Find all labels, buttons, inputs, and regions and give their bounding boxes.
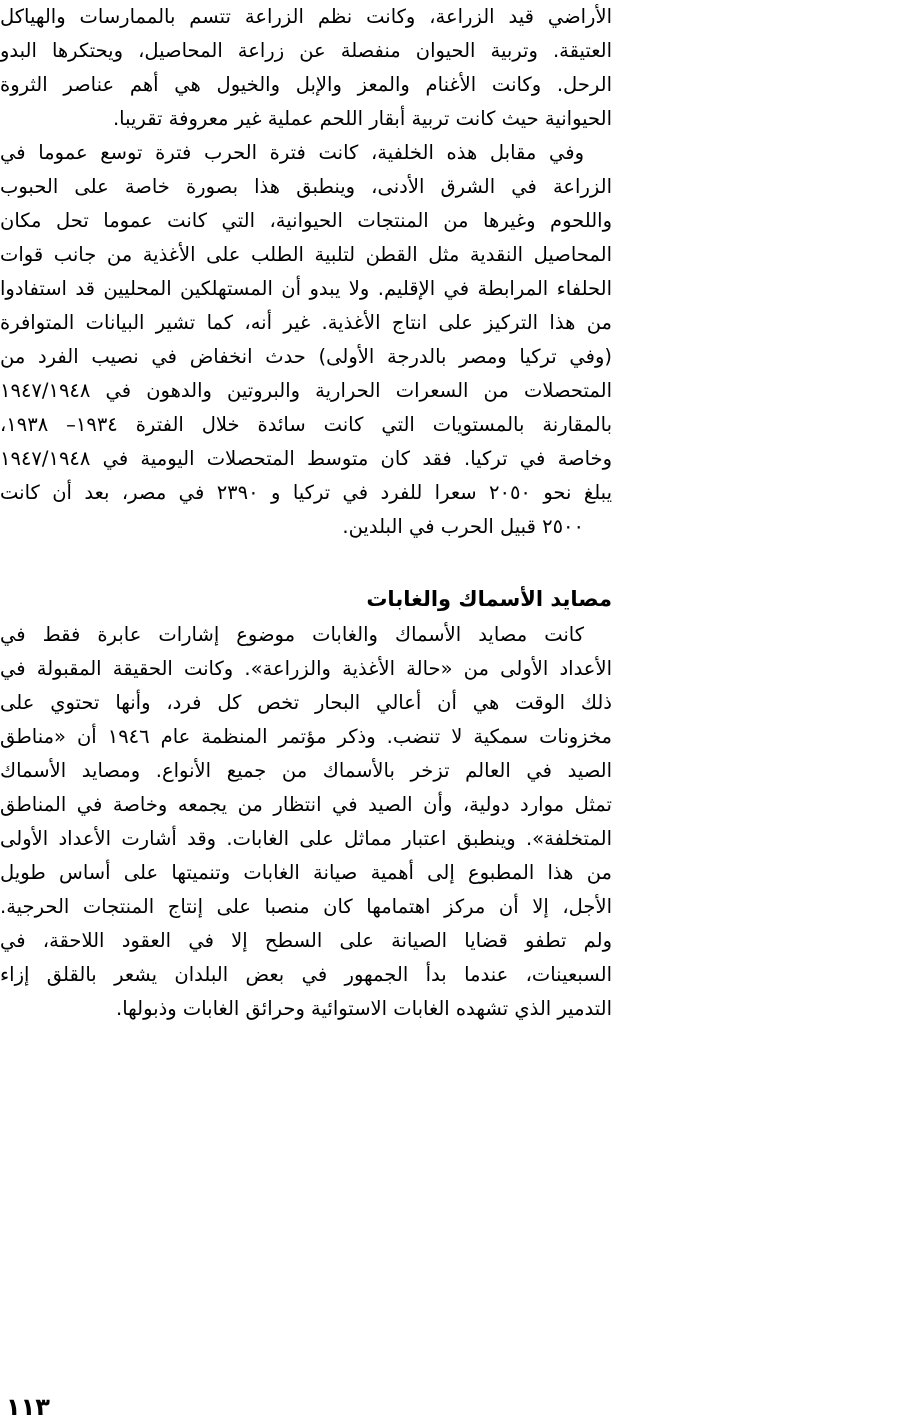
paragraph-2-line: الحلفاء المرابطة في الإقليم. ولا يبدو أن المستهلكين المحليين قد استفادوا [0,277,612,300]
paragraph-2-line: بالمقارنة بالمستويات التي كانت سائدة خلال الفترة ١٩٣٤– ١٩٣٨، [0,413,613,436]
section-line: كانت مصايد الأسماك والغابات موضوع إشارات عابرة فقط في [0,623,584,646]
section-line: الأعداد الأولى من «حالة الأغذية والزراعة». وكانت الحقيقة المقبولة في [0,657,612,680]
section-line: التدمير الذي تشهده الغابات الاستوائية وحرائق الغابات وذبولها. [116,997,612,1020]
section-line: مخزونات سمكية لا تنضب. وذكر مؤتمر المنظمة عام ١٩٤٦ أن «مناطق [0,725,612,748]
paragraph-2-line: المحاصيل النقدية مثل القطن لتلبية الطلب على الأغذية من جانب قوات [0,243,612,266]
paragraph-2-line: الزراعة في الشرق الأدنى، وينطبق هذا بصورة خاصة على الحبوب [0,175,612,198]
paragraph-2-line: وفي مقابل هذه الخلفية، كانت فترة الحرب فترة توسع عموما في [0,141,584,164]
paragraph-1-line: الحيوانية حيث كانت تربية أبقار اللحم عملية غير معروفة تقريبا. [112,107,612,130]
section-line: الصيد في العالم تزخر بالأسماك من جميع الأنواع. ومصايد الأسماك [0,759,612,782]
paragraph-2-line: واللحوم وغيرها من المنتجات الحيوانية، التي كانت عموما تحل مكان [0,209,612,232]
paragraph-2-line: ٢٥٠٠ قبيل الحرب في البلدين. [342,515,584,538]
section-line: السبعينات، عندما بدأ الجمهور في بعض البلدان يشعر بالقلق إزاء [0,963,612,986]
paragraph-2-line: (وفي تركيا ومصر بالدرجة الأولى) حدث انخفاض في نصيب الفرد من [0,345,612,368]
paragraph-2-line: يبلغ نحو ٢٠٥٠ سعرا للفرد في تركيا و ٢٣٩٠ في مصر، بعد أن كانت [0,481,612,504]
paragraph-2-line: من هذا التركيز على انتاج الأغذية. غير أنه، كما تشير البيانات المتوافرة [0,311,612,334]
section-line: المتخلفة». وينطبق اعتبار مماثل على الغابات. وقد أشارت الأعداد الأولى [0,827,612,850]
paragraph-2-line: وخاصة في تركيا. فقد كان متوسط المتحصلات اليومية في ١٩٤٧/١٩٤٨ [0,447,612,470]
section-line: ولم تطفو قضايا الصيانة على السطح إلا في العقود اللاحقة، في [0,929,612,952]
page-number: ١١٣ [6,1393,50,1421]
paragraph-1-line: العتيقة. وتربية الحيوان منفصلة عن زراعة المحاصيل، ويحتكرها البدو [0,39,612,62]
section-line: تمثل موارد دولية، وأن الصيد في انتظار من يجمعه وخاصة في المناطق [0,793,612,816]
section-line: من هذا المطبوع إلى أهمية صيانة الغابات وتنميتها على أساس طويل [0,861,612,884]
section-heading: مصايد الأسماك والغابات [366,587,612,611]
section-line: ذلك الوقت هي أن أعالي البحار تخص كل فرد، وأنها تحتوي على [0,691,612,714]
paragraph-1-line: الرحل. وكانت الأغنام والمعز والإبل والخيول هي أهم عناصر الثروة [0,73,612,96]
section-line: الأجل، إلا أن مركز اهتمامها كان منصبا على إنتاج المنتجات الحرجية. [0,895,612,918]
paragraph-2-line: المتحصلات من السعرات الحرارية والبروتين والدهون في ١٩٤٧/١٩٤٨ [0,379,612,402]
paragraph-1-line: الأراضي قيد الزراعة، وكانت نظم الزراعة تتسم بالممارسات والهياكل [0,5,612,28]
